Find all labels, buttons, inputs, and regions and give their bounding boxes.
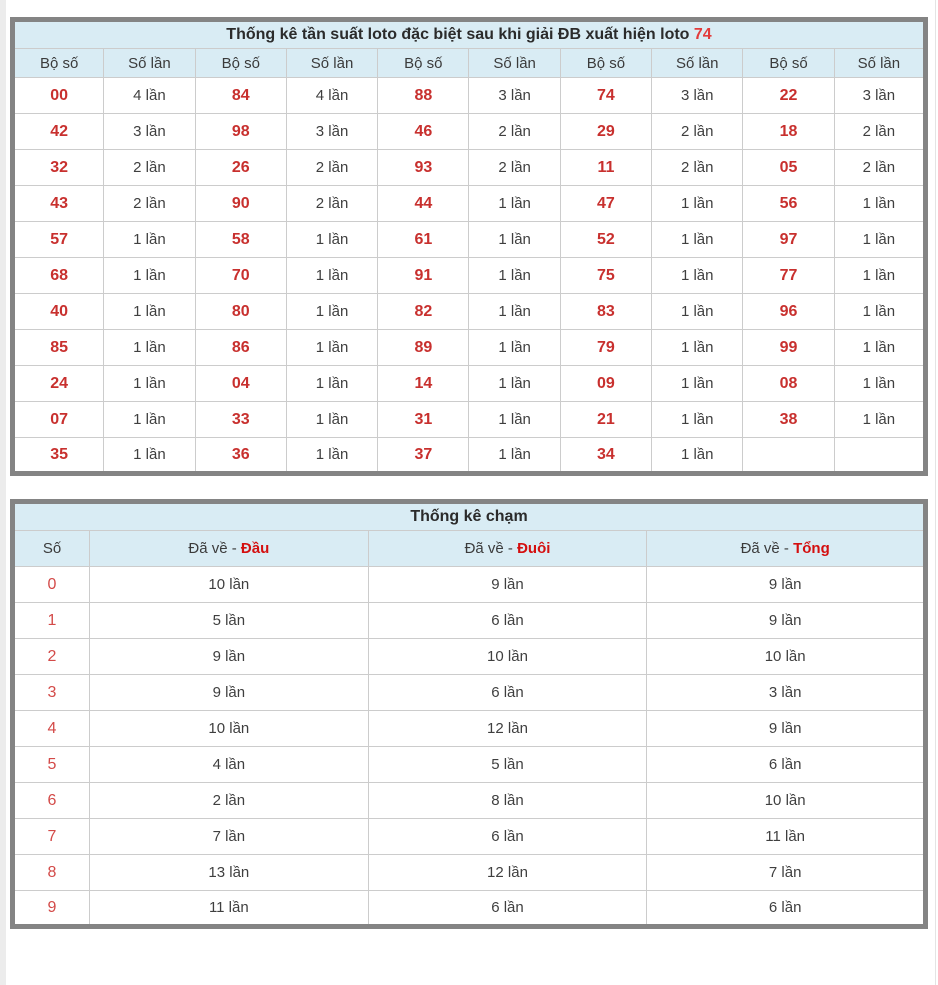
cham-cell: 6 lần (368, 675, 647, 711)
col-header-boso: Bộ số (13, 49, 104, 78)
col-header-prefix: Đã về - (464, 540, 518, 557)
freq-cell: 40 (13, 294, 104, 330)
page-left-gutter (0, 0, 6, 985)
table-row (13, 639, 926, 675)
cham-table-title: Thống kê chạm (13, 502, 926, 531)
cham-cell: 9 lần (90, 675, 369, 711)
freq-cell: 2 lần (652, 150, 743, 186)
col-header-tong (647, 531, 926, 567)
freq-cell: 31 (378, 402, 469, 438)
table-row (13, 402, 926, 438)
cham-cell: 13 lần (90, 855, 369, 891)
freq-cell: 70 (195, 258, 286, 294)
freq-cell: 1 lần (469, 186, 560, 222)
freq-cell: 14 (378, 366, 469, 402)
freq-cell: 29 (560, 114, 651, 150)
freq-cell: 98 (195, 114, 286, 150)
table-row (13, 186, 926, 222)
freq-cell: 86 (195, 330, 286, 366)
freq-cell: 1 lần (469, 330, 560, 366)
freq-cell: 1 lần (104, 330, 195, 366)
freq-cell: 1 lần (652, 222, 743, 258)
table-row (13, 783, 926, 819)
freq-cell: 1 lần (286, 294, 377, 330)
cham-cell: 6 lần (368, 603, 647, 639)
freq-title-loto-number: 74 (693, 26, 712, 43)
freq-cell: 34 (560, 438, 651, 474)
freq-cell: 1 lần (834, 258, 925, 294)
col-header-boso: Bộ số (195, 49, 286, 78)
cham-cell: 12 lần (368, 711, 647, 747)
freq-cell: 32 (13, 150, 104, 186)
freq-cell: 74 (560, 78, 651, 114)
freq-cell: 3 lần (652, 78, 743, 114)
freq-cell: 37 (378, 438, 469, 474)
freq-cell: 80 (195, 294, 286, 330)
cham-cell: 5 lần (90, 603, 369, 639)
freq-cell: 36 (195, 438, 286, 474)
cham-cell: 9 lần (647, 567, 926, 603)
freq-cell: 82 (378, 294, 469, 330)
freq-cell: 83 (560, 294, 651, 330)
freq-cell: 88 (378, 78, 469, 114)
freq-cell: 1 lần (652, 258, 743, 294)
cham-cell: 10 lần (647, 783, 926, 819)
col-header-boso: Bộ số (378, 49, 469, 78)
freq-cell: 1 lần (834, 294, 925, 330)
col-header-solan: Số lần (286, 49, 377, 78)
freq-cell: 84 (195, 78, 286, 114)
freq-cell: 56 (743, 186, 834, 222)
cham-cell: 10 lần (368, 639, 647, 675)
cham-statistics-table (10, 499, 928, 929)
cham-cell: 9 lần (90, 639, 369, 675)
table-row (13, 78, 926, 114)
cham-cell: 1 (13, 603, 90, 639)
col-header-so: Số (13, 531, 90, 567)
freq-cell: 38 (743, 402, 834, 438)
table-row (13, 330, 926, 366)
col-header-solan: Số lần (834, 49, 925, 78)
freq-cell: 1 lần (286, 402, 377, 438)
freq-cell: 3 lần (834, 78, 925, 114)
col-header-duoi-label: Đuôi (517, 540, 551, 557)
freq-cell: 1 lần (469, 222, 560, 258)
cham-cell: 0 (13, 567, 90, 603)
freq-cell: 90 (195, 186, 286, 222)
freq-cell: 4 lần (104, 78, 195, 114)
freq-cell: 26 (195, 150, 286, 186)
col-header-duoi (368, 531, 647, 567)
freq-cell: 99 (743, 330, 834, 366)
freq-cell: 18 (743, 114, 834, 150)
freq-cell: 3 lần (104, 114, 195, 150)
freq-cell: 35 (13, 438, 104, 474)
table-row (13, 150, 926, 186)
cham-cell: 11 lần (647, 819, 926, 855)
table-row (13, 711, 926, 747)
cham-cell: 9 lần (647, 711, 926, 747)
cham-cell: 5 (13, 747, 90, 783)
freq-cell: 58 (195, 222, 286, 258)
freq-cell: 57 (13, 222, 104, 258)
cham-cell: 3 (13, 675, 90, 711)
freq-cell: 2 lần (104, 150, 195, 186)
cham-cell: 7 lần (647, 855, 926, 891)
cham-cell: 9 (13, 891, 90, 927)
freq-cell: 1 lần (104, 438, 195, 474)
col-header-tong-label: Tổng (793, 540, 830, 557)
freq-cell: 3 lần (286, 114, 377, 150)
cham-cell: 7 lần (90, 819, 369, 855)
freq-cell: 1 lần (469, 258, 560, 294)
cham-cell: 11 lần (90, 891, 369, 927)
freq-cell: 2 lần (469, 114, 560, 150)
freq-cell (743, 438, 834, 474)
table-row (13, 603, 926, 639)
freq-cell: 89 (378, 330, 469, 366)
cham-cell: 9 lần (368, 567, 647, 603)
col-header-prefix: Đã về - (740, 540, 794, 557)
freq-cell: 97 (743, 222, 834, 258)
freq-cell: 1 lần (286, 438, 377, 474)
table-row (13, 855, 926, 891)
cham-cell: 6 lần (647, 891, 926, 927)
cham-cell: 6 lần (647, 747, 926, 783)
freq-cell: 42 (13, 114, 104, 150)
freq-cell: 1 lần (104, 402, 195, 438)
freq-cell: 91 (378, 258, 469, 294)
freq-cell: 1 lần (286, 258, 377, 294)
col-header-boso: Bộ số (560, 49, 651, 78)
freq-cell: 68 (13, 258, 104, 294)
table-row (13, 438, 926, 474)
page-right-divider (935, 0, 936, 985)
freq-cell: 61 (378, 222, 469, 258)
freq-cell: 44 (378, 186, 469, 222)
table-row (13, 222, 926, 258)
col-header-solan: Số lần (104, 49, 195, 78)
freq-cell: 1 lần (469, 438, 560, 474)
cham-cell: 10 lần (90, 567, 369, 603)
cham-cell: 9 lần (647, 603, 926, 639)
freq-cell: 1 lần (286, 366, 377, 402)
freq-cell: 1 lần (286, 222, 377, 258)
table-row (13, 567, 926, 603)
freq-cell: 1 lần (104, 366, 195, 402)
col-header-boso: Bộ số (743, 49, 834, 78)
freq-cell: 1 lần (652, 366, 743, 402)
freq-cell: 2 lần (104, 186, 195, 222)
freq-cell: 1 lần (104, 258, 195, 294)
freq-cell: 1 lần (652, 186, 743, 222)
freq-cell: 85 (13, 330, 104, 366)
freq-title-row (13, 20, 926, 49)
freq-cell: 52 (560, 222, 651, 258)
cham-cell: 10 lần (647, 639, 926, 675)
freq-cell: 00 (13, 78, 104, 114)
cham-cell: 10 lần (90, 711, 369, 747)
col-header-solan: Số lần (469, 49, 560, 78)
freq-cell: 1 lần (652, 330, 743, 366)
freq-cell: 1 lần (104, 294, 195, 330)
freq-cell: 96 (743, 294, 834, 330)
col-header-prefix: Đã về - (188, 540, 241, 557)
freq-cell: 1 lần (834, 330, 925, 366)
table-row (13, 747, 926, 783)
col-header-solan: Số lần (652, 49, 743, 78)
loto-frequency-table (10, 17, 928, 476)
freq-cell: 2 lần (652, 114, 743, 150)
freq-cell: 04 (195, 366, 286, 402)
freq-cell (834, 438, 925, 474)
col-header-dau (90, 531, 369, 567)
freq-cell: 47 (560, 186, 651, 222)
freq-cell: 22 (743, 78, 834, 114)
table-row (13, 891, 926, 927)
freq-cell: 1 lần (834, 402, 925, 438)
freq-cell: 24 (13, 366, 104, 402)
cham-cell: 7 (13, 819, 90, 855)
cham-cell: 2 (13, 639, 90, 675)
freq-cell: 08 (743, 366, 834, 402)
cham-cell: 6 (13, 783, 90, 819)
freq-cell: 4 lần (286, 78, 377, 114)
freq-title-text: Thống kê tần suất loto đặc biệt sau khi giải ĐB xuất hiện loto (226, 26, 694, 43)
freq-cell: 11 (560, 150, 651, 186)
freq-cell: 1 lần (652, 294, 743, 330)
freq-header-row (13, 49, 926, 78)
freq-cell: 1 lần (469, 294, 560, 330)
cham-cell: 8 lần (368, 783, 647, 819)
cham-cell: 6 lần (368, 891, 647, 927)
cham-cell: 4 (13, 711, 90, 747)
freq-cell: 21 (560, 402, 651, 438)
freq-cell: 3 lần (469, 78, 560, 114)
freq-table-title (13, 20, 926, 49)
freq-cell: 46 (378, 114, 469, 150)
freq-cell: 1 lần (652, 402, 743, 438)
content-area (10, 17, 928, 929)
freq-cell: 2 lần (469, 150, 560, 186)
table-row (13, 675, 926, 711)
cham-cell: 8 (13, 855, 90, 891)
freq-cell: 33 (195, 402, 286, 438)
freq-cell: 09 (560, 366, 651, 402)
freq-cell: 43 (13, 186, 104, 222)
cham-header-row (13, 531, 926, 567)
table-row (13, 366, 926, 402)
table-row (13, 114, 926, 150)
col-header-dau-label: Đầu (240, 540, 270, 557)
cham-table-body (13, 567, 926, 927)
cham-cell: 6 lần (368, 819, 647, 855)
freq-cell: 1 lần (286, 330, 377, 366)
freq-cell: 2 lần (834, 114, 925, 150)
cham-cell: 5 lần (368, 747, 647, 783)
freq-cell: 1 lần (834, 186, 925, 222)
freq-cell: 77 (743, 258, 834, 294)
freq-cell: 1 lần (469, 366, 560, 402)
freq-cell: 1 lần (104, 222, 195, 258)
freq-cell: 2 lần (286, 150, 377, 186)
freq-cell: 2 lần (286, 186, 377, 222)
freq-cell: 1 lần (834, 366, 925, 402)
cham-cell: 3 lần (647, 675, 926, 711)
freq-cell: 75 (560, 258, 651, 294)
cham-cell: 4 lần (90, 747, 369, 783)
cham-cell: 2 lần (90, 783, 369, 819)
table-row (13, 258, 926, 294)
freq-cell: 2 lần (834, 150, 925, 186)
freq-cell: 1 lần (469, 402, 560, 438)
freq-table-body (13, 78, 926, 474)
cham-title-row (13, 502, 926, 531)
freq-cell: 1 lần (652, 438, 743, 474)
freq-cell: 93 (378, 150, 469, 186)
freq-cell: 05 (743, 150, 834, 186)
table-row (13, 819, 926, 855)
table-row (13, 294, 926, 330)
freq-cell: 1 lần (834, 222, 925, 258)
freq-cell: 07 (13, 402, 104, 438)
freq-cell: 79 (560, 330, 651, 366)
cham-cell: 12 lần (368, 855, 647, 891)
